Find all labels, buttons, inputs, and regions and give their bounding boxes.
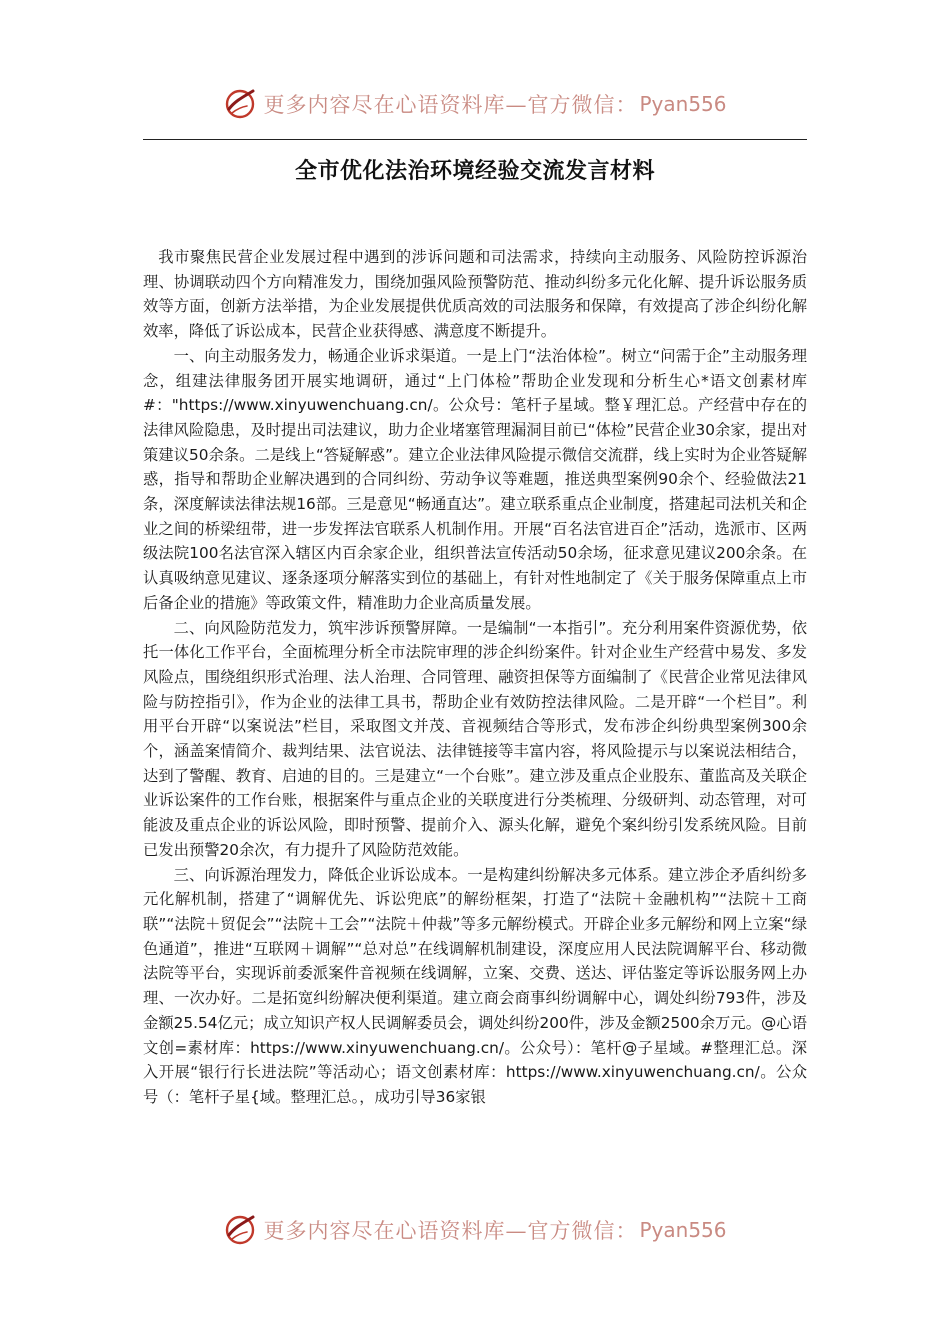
- brush-pen-logo-icon: [223, 87, 257, 121]
- header-divider: [143, 139, 807, 140]
- footer-banner: [0, 1208, 950, 1252]
- brush-pen-logo-icon: [223, 1213, 257, 1247]
- banner-text: 更多内容尽在心语资料库—官方微信：: [263, 1219, 638, 1243]
- document-title: 全市优化法治环境经验交流发言材料: [294, 159, 655, 184]
- paragraph-section-3: 三、向诉源治理发力，降低企业诉讼成本。一是构建纠纷解决多元体系。建立涉企矛盾纠纷多元化解机制，搭建了“调解优先、诉讼兜底”的解纷框架，打造了“法院＋金融机构”“法院＋工商联”“法院＋贸促会”“法院＋工会”“法院＋仲裁”等多元解纷模式。开辟企业多元解纷和网上立案“绿色通道”，推进“互联网＋调解”“总对总”在线调解机制建设，深度应用人民法院调解平台、移动微法院等平台，实现诉前委派案件音视频在线调解，立案、交费、送达、评估鉴定等诉讼服务网上办理、一次办好。二是拓宽纠纷解决便利渠道。建立商会商事纠纷调解中心，调处纠纷793件，涉及金额25.54亿元；成立知识产权人民调解委员会，调处纠纷200件，涉及金额2500余万元。@心语文创=素材库：https://www.xinyuwenchuang.cn/。公众号）：笔杆@子星域。#整理汇总。深入开展“银行行长进法院”等活动心；语文创素材库：https://www.xinyuwenchuang.cn/。公众号（：笔杆子星{域。整理汇总。，成功引导36家银: [143, 865, 807, 1106]
- header-banner: [0, 82, 950, 126]
- paragraph-section-1: 一、向主动服务发力，畅通企业诉求渠道。一是上门“法治体检”。树立“问需于企”主动服务理念，组建法律服务团开展实地调研，通过“上门体检”帮助企业发现和分析生心*语文创素材库#："https://www.xinyuwenchuang.cn/。公众号：笔杆子星域。整￥理汇总。产经营中存在的法律风险隐患，及时提出司法建议，助力企业堵塞管理漏洞目前已“体检”民营企业30余家，提出对策建议50余条。二是线上“答疑解惑”。建立企业法律风险提示微信交流群，线上实时为企业答疑解惑，指导和帮助企业解决遇到的合同纠纷、劳动争议等难题，推送典型案例90余个、经验做法21条，深度解读法律法规16部。三是意见“畅通直达”。建立联系重点企业制度，搭建起司法机关和企业之间的桥梁纽带，进一步发挥法官联系人机制作用。开展“百名法官进百企”活动，选派市、区两级法院100名法官深入辖区内百余家企业，组织普法宣传活动50余场，征求意见建议200余条。在认真吸纳意见建议、逐条逐项分解落实到位的基础上，有针对性地制定了《关于服务保障重点上市后备企业的措施》等政策文件，精准助力企业高质量发展。: [143, 346, 807, 612]
- banner-wechat-id: Pyan556: [639, 1218, 727, 1242]
- banner-wechat-id: Pyan556: [639, 92, 727, 116]
- paragraph-section-2: 二、向风险防范发力，筑牢涉诉预警屏障。一是编制“一本指引”。充分利用案件资源优势，依托一体化工作平台，全面梳理分析全市法院审理的涉企纠纷案件。针对企业生产经营中易发、多发风险点，围绕组织形式治理、法人治理、合同管理、融资担保等方面编制了《民营企业常见法律风险与防控指引》，作为企业的法律工具书，帮助企业有效防控法律风险。二是开辟“一个栏目”。利用平台开辟“以案说法”栏目，采取图文并茂、音视频结合等形式，发布涉企纠纷典型案例300余个，涵盖案情简介、裁判结果、法官说法、法律链接等丰富内容，将风险提示与以案说法相结合，达到了警醒、教育、启迪的目的。三是建立“一个台账”。建立涉及重点企业股东、董监高及关联企业诉讼案件的工作台账，根据案件与重点企业的关联度进行分类梳理、分级研判、动态管理，对可能波及重点企业的诉讼风险，即时预警、提前介入、源头化解，避免个案纠纷引发系统风险。目前已发出预警20余次，有力提升了风险防范效能。: [143, 618, 807, 859]
- banner-text: 更多内容尽在心语资料库—官方微信：: [263, 93, 638, 117]
- paragraph-intro: 我市聚焦民营企业发展过程中遇到的涉诉问题和司法需求，持续向主动服务、风险防控诉源治理、协调联动四个方向精准发力，围绕加强风险预警防范、推动纠纷多元化化解、提升诉讼服务质效等方面，创新方法举措，为企业发展提供优质高效的司法服务和保障，有效提高了涉企纠纷化解效率，降低了诉讼成本，民营企业获得感、满意度不断提升。: [143, 248, 807, 341]
- document-body: [143, 245, 807, 1110]
